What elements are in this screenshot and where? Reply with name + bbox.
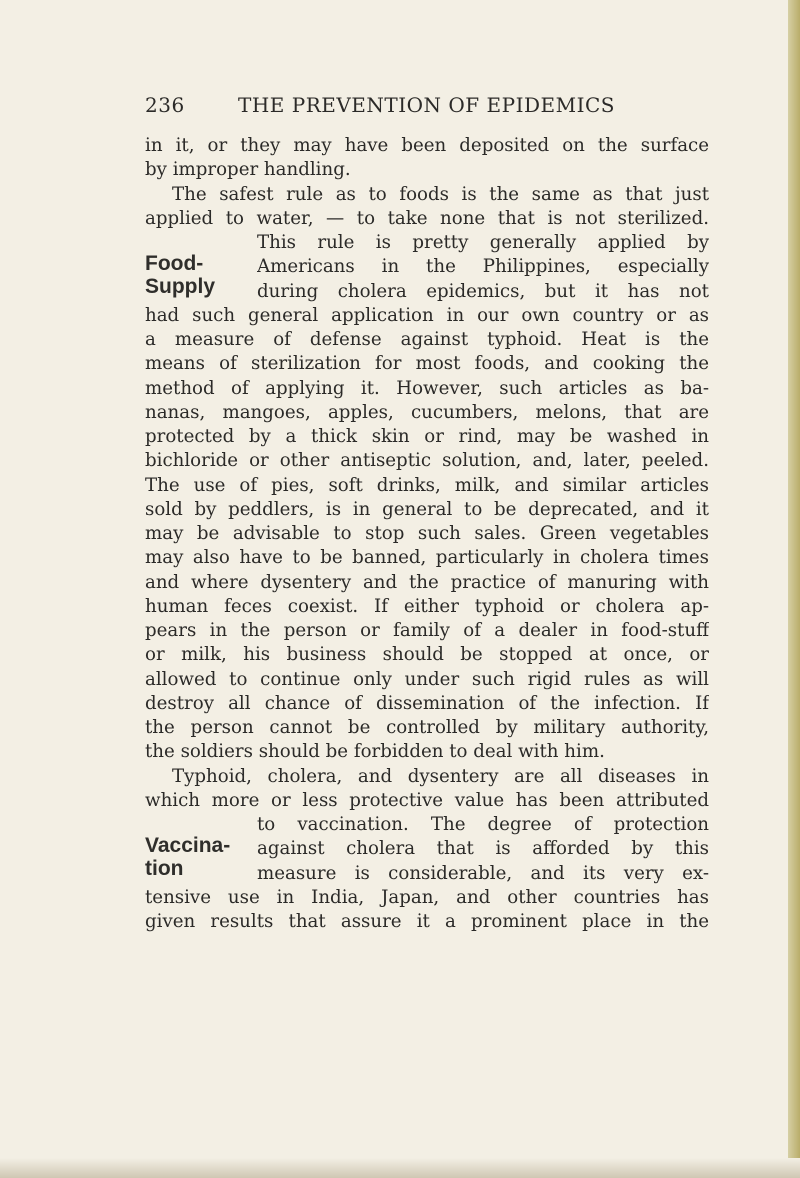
sidenote-food-supply-line-1: Food- — [145, 252, 204, 275]
body-line: pears in the person or family of a dealer in food-stuff — [145, 620, 709, 641]
sidenote-vaccination-line-1: Vaccina- — [145, 834, 231, 857]
body-line: a measure of defense against typhoid. Heat is the — [145, 329, 709, 350]
body-line: nanas, mangoes, apples, cucumbers, melons, that are — [145, 402, 709, 423]
sidenote-food-supply-line-2: Supply — [145, 275, 216, 298]
body-line: destroy all chance of dissemination of the infection. If — [145, 693, 709, 714]
body-line: which more or less protective value has been attributed — [145, 790, 709, 811]
body-line: The use of pies, soft drinks, milk, and similar articles — [145, 475, 709, 496]
body-line: by improper handling. — [145, 159, 351, 180]
body-line: allowed to continue only under such rigid rules as will — [145, 669, 709, 690]
body-line: the person cannot be controlled by military authority, — [145, 717, 709, 738]
page-edge — [788, 0, 800, 1178]
body-line: Americans in the Philippines, especially — [257, 256, 709, 277]
body-line: This rule is pretty generally applied by — [257, 232, 709, 253]
body-line: bichloride or other antiseptic solution, and, later, peeled. — [145, 450, 709, 471]
body-line: or milk, his business should be stopped at once, or — [145, 644, 709, 665]
body-line: during cholera epidemics, but it has not — [257, 281, 709, 302]
body-line: in it, or they may have been deposited on the surface — [145, 135, 709, 156]
body-line: method of applying it. However, such articles as ba- — [145, 378, 709, 399]
body-line: applied to water, — to take none that is not sterilized. — [145, 208, 709, 229]
body-line: human feces coexist. If either typhoid or cholera ap- — [145, 596, 709, 617]
body-line: Typhoid, cholera, and dysentery are all diseases in — [172, 766, 709, 787]
body-line: measure is considerable, and its very ex- — [257, 863, 709, 884]
body-line: protected by a thick skin or rind, may be washed in — [145, 426, 709, 447]
body-line: had such general application in our own country or as — [145, 305, 709, 326]
body-line: may be advisable to stop such sales. Green vegetables — [145, 523, 709, 544]
running-head: THE PREVENTION OF EPIDEMICS — [238, 93, 615, 117]
body-line: against cholera that is afforded by this — [257, 838, 709, 859]
page-number: 236 — [145, 93, 185, 117]
body-line: and where dysentery and the practice of manuring with — [145, 572, 709, 593]
page-header — [145, 93, 710, 119]
body-line: given results that assure it a prominent place in the — [145, 911, 709, 932]
body-line: means of sterilization for most foods, and cooking the — [145, 353, 709, 374]
body-line: the soldiers should be forbidden to deal with him. — [145, 741, 605, 762]
sidenote-vaccination-line-2: tion — [145, 857, 184, 880]
body-line: sold by peddlers, is in general to be deprecated, and it — [145, 499, 709, 520]
body-line: to vaccination. The degree of protection — [257, 814, 709, 835]
body-line: The safest rule as to foods is the same as that just — [172, 184, 709, 205]
page-bottom-shadow — [0, 1158, 800, 1178]
body-line: may also have to be banned, particularly in cholera times — [145, 547, 709, 568]
body-line: tensive use in India, Japan, and other countries has — [145, 887, 709, 908]
